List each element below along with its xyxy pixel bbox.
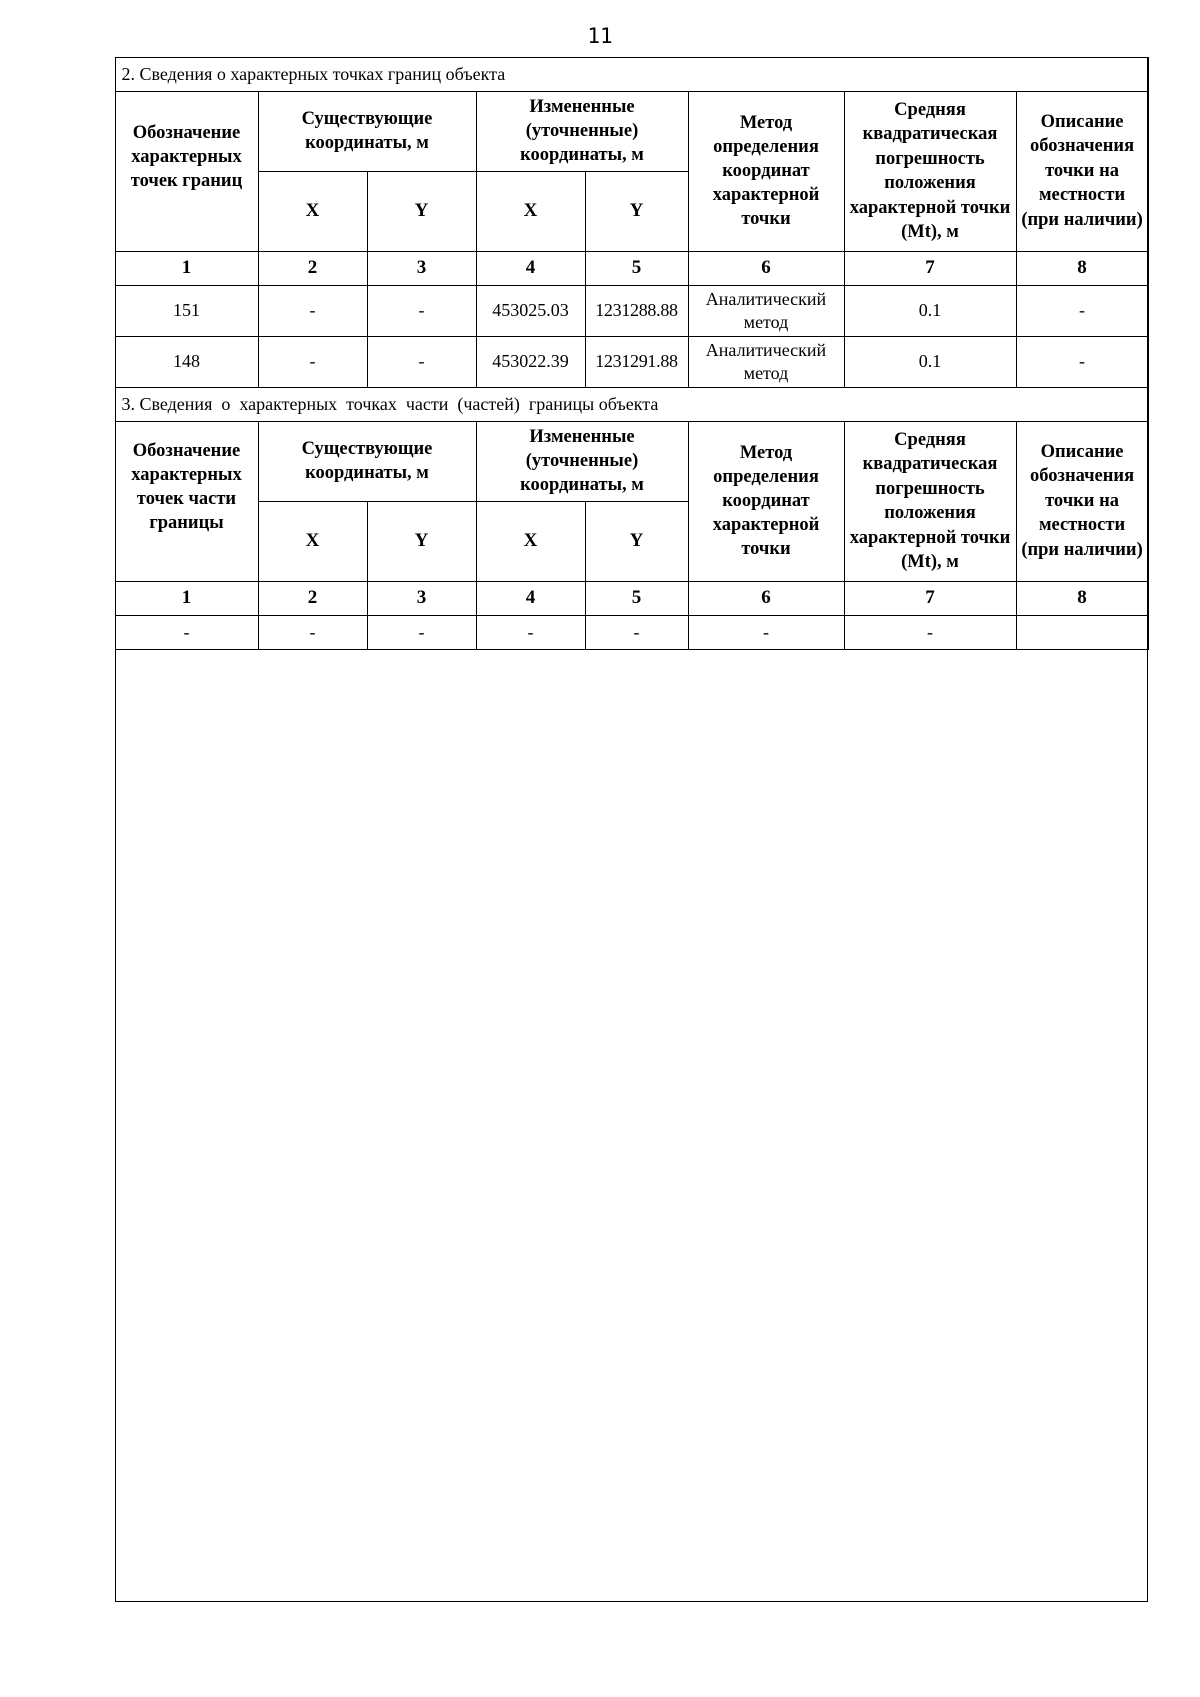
column-number: 1: [115, 251, 258, 285]
description: [1016, 615, 1148, 649]
column-number: 4: [476, 581, 585, 615]
document-frame: [115, 57, 1148, 1602]
changed-y: 1231288.88: [585, 285, 688, 336]
existing-x: -: [258, 336, 367, 387]
header-description: Описание обозначения точки на местности (при наличии): [1016, 91, 1148, 251]
table-row: [115, 285, 1148, 336]
column-number: 6: [688, 581, 844, 615]
changed-x: 453025.03: [476, 285, 585, 336]
column-number: 7: [844, 251, 1016, 285]
column-number: 4: [476, 251, 585, 285]
header-changed-coordinates: Измененные (уточненные) координаты, м: [476, 91, 688, 171]
changed-y: 1231291.88: [585, 336, 688, 387]
header-mean-error: Средняя квадратическая погрешность положения характерной точки (Mt), м: [844, 91, 1016, 251]
existing-y: -: [367, 336, 476, 387]
changed-x: -: [476, 615, 585, 649]
header-mean-error: Средняя квадратическая погрешность положения характерной точки (Mt), м: [844, 421, 1016, 581]
existing-x: -: [258, 615, 367, 649]
existing-y: -: [367, 615, 476, 649]
header-designation: Обозначение характерных точек границ: [115, 91, 258, 251]
changed-x: 453022.39: [476, 336, 585, 387]
header-existing-coordinates: Существующие координаты, м: [258, 91, 476, 171]
header-existing-x: X: [258, 171, 367, 251]
boundary-points-table: [115, 57, 1149, 650]
column-number: 2: [258, 251, 367, 285]
mean-error: 0.1: [844, 336, 1016, 387]
mean-error: -: [844, 615, 1016, 649]
column-number: 5: [585, 581, 688, 615]
existing-x: -: [258, 285, 367, 336]
header-method: Метод определения координат характерной точки: [688, 91, 844, 251]
changed-y: -: [585, 615, 688, 649]
method: Аналитический метод: [688, 336, 844, 387]
column-number: 1: [115, 581, 258, 615]
method: Аналитический метод: [688, 285, 844, 336]
header-changed-coordinates: Измененные (уточненные) координаты, м: [476, 421, 688, 501]
header-existing-y: Y: [367, 171, 476, 251]
column-number: 3: [367, 581, 476, 615]
section-2-title: 2. Сведения о характерных точках границ объекта: [115, 57, 1148, 91]
column-number: 2: [258, 581, 367, 615]
header-description: Описание обозначения точки на местности (при наличии): [1016, 421, 1148, 581]
point-id: -: [115, 615, 258, 649]
table-row: [115, 615, 1148, 649]
header-existing-x: X: [258, 501, 367, 581]
section-3-title: 3. Сведения о характерных точках части (частей) границы объекта: [115, 387, 1148, 421]
method: -: [688, 615, 844, 649]
column-number: 6: [688, 251, 844, 285]
existing-y: -: [367, 285, 476, 336]
column-number: 8: [1016, 581, 1148, 615]
column-number: 7: [844, 581, 1016, 615]
column-number: 8: [1016, 251, 1148, 285]
column-number: 3: [367, 251, 476, 285]
description: -: [1016, 285, 1148, 336]
page-number: 11: [587, 24, 613, 48]
point-id: 151: [115, 285, 258, 336]
table-row: [115, 336, 1148, 387]
mean-error: 0.1: [844, 285, 1016, 336]
header-changed-y: Y: [585, 501, 688, 581]
header-designation: Обозначение характерных точек части границы: [115, 421, 258, 581]
description: -: [1016, 336, 1148, 387]
header-changed-x: X: [476, 171, 585, 251]
column-number: 5: [585, 251, 688, 285]
point-id: 148: [115, 336, 258, 387]
header-changed-x: X: [476, 501, 585, 581]
header-existing-y: Y: [367, 501, 476, 581]
header-method: Метод определения координат характерной точки: [688, 421, 844, 581]
header-changed-y: Y: [585, 171, 688, 251]
header-existing-coordinates: Существующие координаты, м: [258, 421, 476, 501]
